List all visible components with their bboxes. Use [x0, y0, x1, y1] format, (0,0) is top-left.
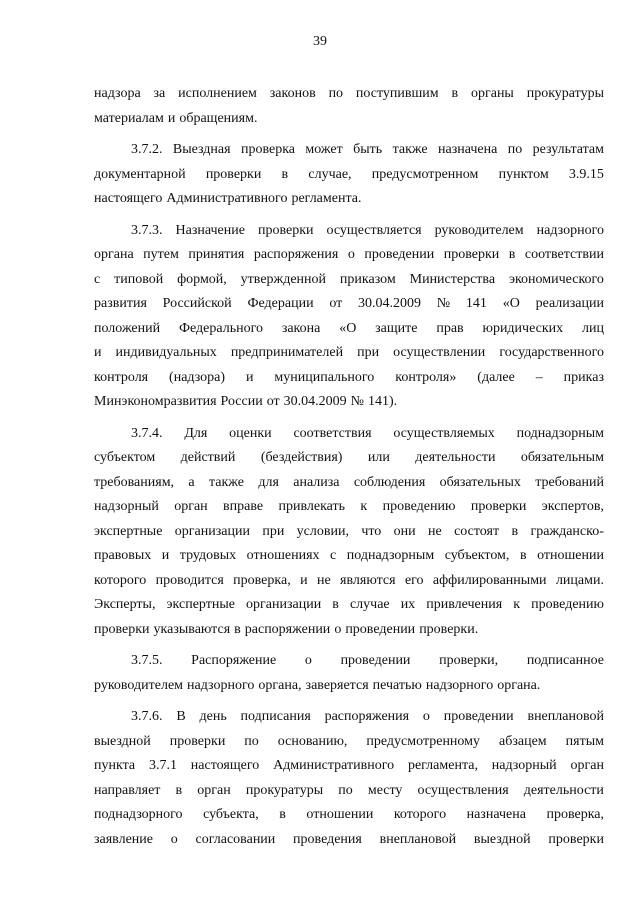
- text-line: 3.7.5. Распоряжение о проведении проверки, подписанное: [131, 653, 604, 668]
- paragraph-3-7-5: [94, 649, 604, 698]
- text-line: руководителем надзорного органа, заверяется печатью надзорного органа.: [94, 677, 541, 693]
- body-text: [94, 82, 604, 852]
- text-line: которого проводится проверка, и не являются его аффилированными лицами.: [94, 572, 604, 588]
- text-line: надзорный орган вправе привлекать к проведению проверки экспертов,: [94, 499, 604, 514]
- text-line: экспертные организации при условии, что они не состоят в гражданско-: [94, 523, 604, 539]
- text-line: проверки указываются в распоряжении о проведении проверки.: [94, 621, 479, 637]
- page-number: 39: [313, 34, 327, 49]
- text-line: положений Федерального закона «О защите прав юридических лиц: [94, 320, 604, 336]
- paragraph-3-7-6: [94, 705, 604, 852]
- text-line: и индивидуальных предпринимателей при осуществлении государственного: [94, 345, 604, 360]
- text-line: органа путем принятия распоряжения о проведении проверки в соответствии: [94, 247, 604, 262]
- text-line: пункта 3.7.1 настоящего Административного регламента, надзорный орган: [94, 758, 604, 773]
- text-line: субъектом действий (бездействия) или деятельности обязательным: [94, 450, 604, 465]
- text-line: с типовой формой, утвержденной приказом Министерства экономического: [94, 271, 604, 287]
- text-line: документарной проверки в случае, предусмотренном пунктом 3.9.15: [94, 166, 604, 182]
- text-line: 3.7.4. Для оценки соответствия осуществляемых поднадзорным: [131, 425, 604, 441]
- paragraph-3-7-3: [94, 219, 604, 415]
- text-line: Минэкономразвития России от 30.04.2009 № 141).: [94, 394, 398, 409]
- text-line: правовых и трудовых отношениях с поднадзорным субъектом, в отношении: [94, 548, 604, 563]
- text-line: выездной проверки по основанию, предусмотренному абзацем пятым: [94, 733, 604, 749]
- text-line: заявление о согласовании проведения внеплановой выездной проверки: [94, 831, 604, 847]
- text-line: развития Российской Федерации от 30.04.2009 № 141 «О реализации: [94, 296, 604, 311]
- paragraph-3-7-2: [94, 138, 604, 212]
- text-line: настоящего Административного регламента.: [94, 191, 362, 206]
- text-line: Эксперты, экспертные организации в случае их привлечения к проведению: [94, 597, 604, 612]
- text-line: требованиям, а также для анализа соблюдения обязательных требований: [94, 474, 604, 490]
- text-line: поднадзорного субъекта, в отношении которого назначена проверка,: [94, 807, 604, 822]
- text-line: контроля (надзора) и муниципального контроля» (далее – приказ: [94, 369, 604, 385]
- paragraph-3-7-4: [94, 422, 604, 643]
- paragraph-continuation: [94, 82, 604, 131]
- text-line: 3.7.2. Выездная проверка может быть также назначена по результатам: [131, 142, 604, 157]
- text-line: направляет в орган прокуратуры по месту осуществления деятельности: [94, 782, 604, 798]
- text-line: надзора за исполнением законов по поступившим в органы прокуратуры: [94, 86, 604, 101]
- text-line: материалам и обращениям.: [94, 110, 258, 126]
- text-line: 3.7.3. Назначение проверки осуществляется руководителем надзорного: [131, 222, 604, 238]
- text-line: 3.7.6. В день подписания распоряжения о проведении внеплановой: [131, 709, 604, 724]
